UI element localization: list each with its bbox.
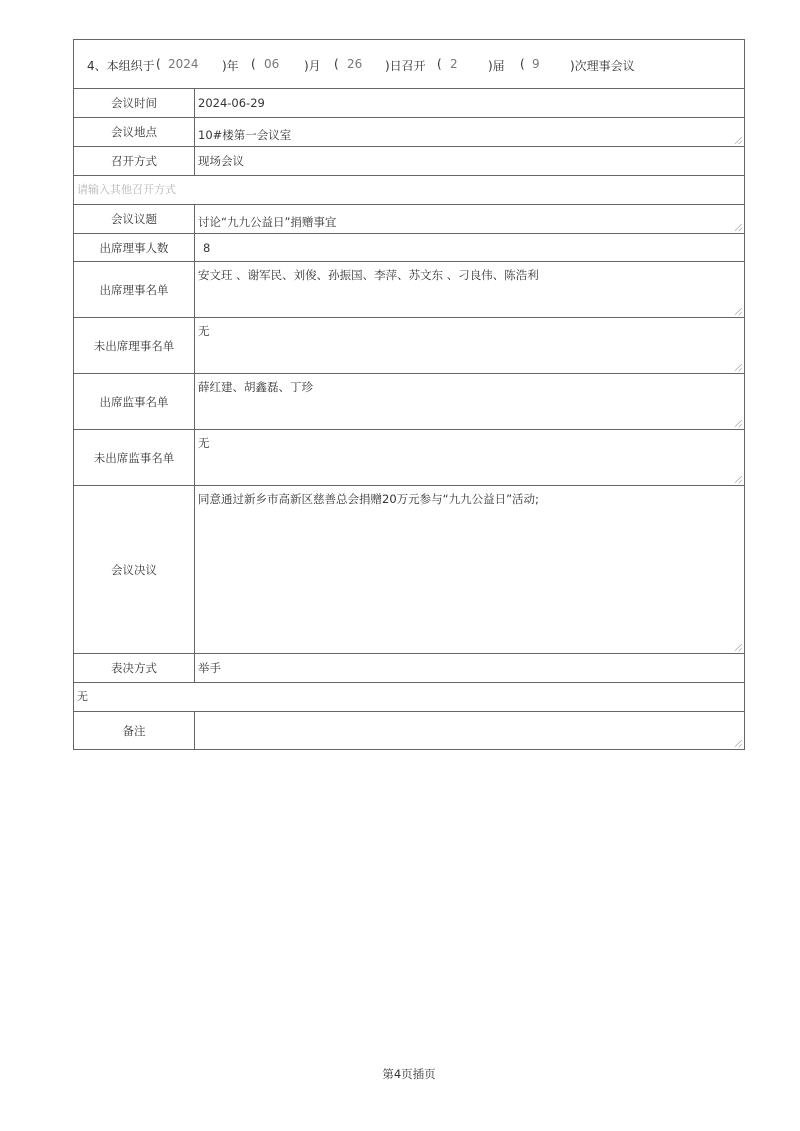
header-meeting-unit: )次理事会议	[570, 59, 635, 73]
resize-handle-icon[interactable]	[735, 644, 742, 651]
attending-supervisors-textarea[interactable]	[195, 374, 744, 429]
absent-supervisors-textarea[interactable]	[195, 430, 744, 485]
resize-handle-icon[interactable]	[735, 308, 742, 315]
topic-value: 讨论“九九公益日”捐赠事宜	[198, 215, 337, 229]
header-paren: (	[156, 57, 161, 71]
month-input[interactable]: 06	[264, 57, 280, 71]
row-resolution	[74, 486, 744, 654]
row-meeting-mode	[74, 147, 744, 176]
header-day-unit: )日召开	[385, 59, 426, 73]
topic-textarea[interactable]	[195, 205, 744, 233]
absent-directors-textarea[interactable]	[195, 318, 744, 373]
meeting-no-input[interactable]: 9	[532, 57, 540, 71]
meeting-time-input[interactable]	[195, 89, 744, 117]
resize-handle-icon[interactable]	[735, 224, 742, 231]
header-paren: (	[520, 57, 525, 71]
resolution-textarea[interactable]	[195, 486, 744, 653]
meeting-mode-select[interactable]	[195, 147, 744, 175]
header-month-unit: )月	[304, 59, 321, 73]
attending-directors-value: 安文玨 、谢军民、刘俊、孙振国、李萍、苏文东 、刁良伟、陈浩利	[198, 268, 539, 282]
absent-directors-value: 无	[198, 324, 210, 338]
meeting-place-textarea[interactable]	[195, 118, 744, 146]
meeting-time-value: 2024-06-29	[198, 96, 265, 110]
header-session-unit: )届	[488, 59, 505, 73]
meeting-mode-label: 召开方式	[74, 147, 195, 175]
topic-label: 会议议题	[74, 205, 195, 233]
header-paren: (	[437, 57, 442, 71]
absent-supervisors-value: 无	[198, 436, 210, 450]
session-input[interactable]: 2	[450, 57, 458, 71]
resize-handle-icon[interactable]	[735, 740, 742, 747]
resolution-label: 会议决议	[74, 486, 195, 653]
resolution-value: 同意通过新乡市高新区慈善总会捐赠20万元参与“九九公益日”活动;	[198, 492, 539, 506]
row-voting-method	[74, 654, 744, 683]
header-paren: (	[251, 57, 256, 71]
other-mode-input[interactable]: 请输入其他召开方式	[74, 176, 744, 205]
resize-handle-icon[interactable]	[735, 420, 742, 427]
resize-handle-icon[interactable]	[735, 476, 742, 483]
page-footer: 第4页插页	[382, 1067, 436, 1081]
meeting-header-line	[74, 40, 744, 89]
absent-supervisors-label: 未出席监事名单	[74, 430, 195, 485]
absent-directors-label: 未出席理事名单	[74, 318, 195, 373]
voting-method-select[interactable]	[195, 654, 744, 682]
row-meeting-place	[74, 118, 744, 147]
row-topic	[74, 205, 744, 234]
meeting-record-form	[73, 39, 745, 750]
header-year-unit: )年	[222, 59, 239, 73]
resize-handle-icon[interactable]	[735, 364, 742, 371]
remarks-label: 备注	[74, 712, 195, 749]
meeting-place-label: 会议地点	[74, 118, 195, 146]
voting-method-label: 表决方式	[74, 654, 195, 682]
row-attending-supervisors	[74, 374, 744, 430]
attendee-count-label: 出席理事人数	[74, 234, 195, 261]
attending-supervisors-label: 出席监事名单	[74, 374, 195, 429]
attending-supervisors-value: 薛红建、胡鑫磊、丁珍	[198, 380, 313, 394]
attending-directors-textarea[interactable]	[195, 262, 744, 317]
row-attendee-count	[74, 234, 744, 262]
voting-method-value: 举手	[198, 661, 221, 675]
row-meeting-time	[74, 89, 744, 118]
other-voting-input[interactable]: 无	[74, 683, 744, 712]
meeting-place-value: 10#楼第一会议室	[198, 128, 292, 142]
row-absent-directors	[74, 318, 744, 374]
meeting-mode-value: 现场会议	[198, 154, 244, 168]
resize-handle-icon[interactable]	[735, 137, 742, 144]
attendee-count-input[interactable]	[195, 234, 744, 261]
header-paren: (	[334, 57, 339, 71]
row-remarks	[74, 712, 744, 749]
header-prefix: 4、本组织于	[87, 59, 155, 73]
year-input[interactable]: 2024	[168, 57, 199, 71]
remarks-textarea[interactable]	[195, 712, 744, 749]
attendee-count-value: 8	[203, 241, 211, 255]
attending-directors-label: 出席理事名单	[74, 262, 195, 317]
row-attending-directors	[74, 262, 744, 318]
meeting-time-label: 会议时间	[74, 89, 195, 117]
day-input[interactable]: 26	[347, 57, 363, 71]
row-absent-supervisors	[74, 430, 744, 486]
